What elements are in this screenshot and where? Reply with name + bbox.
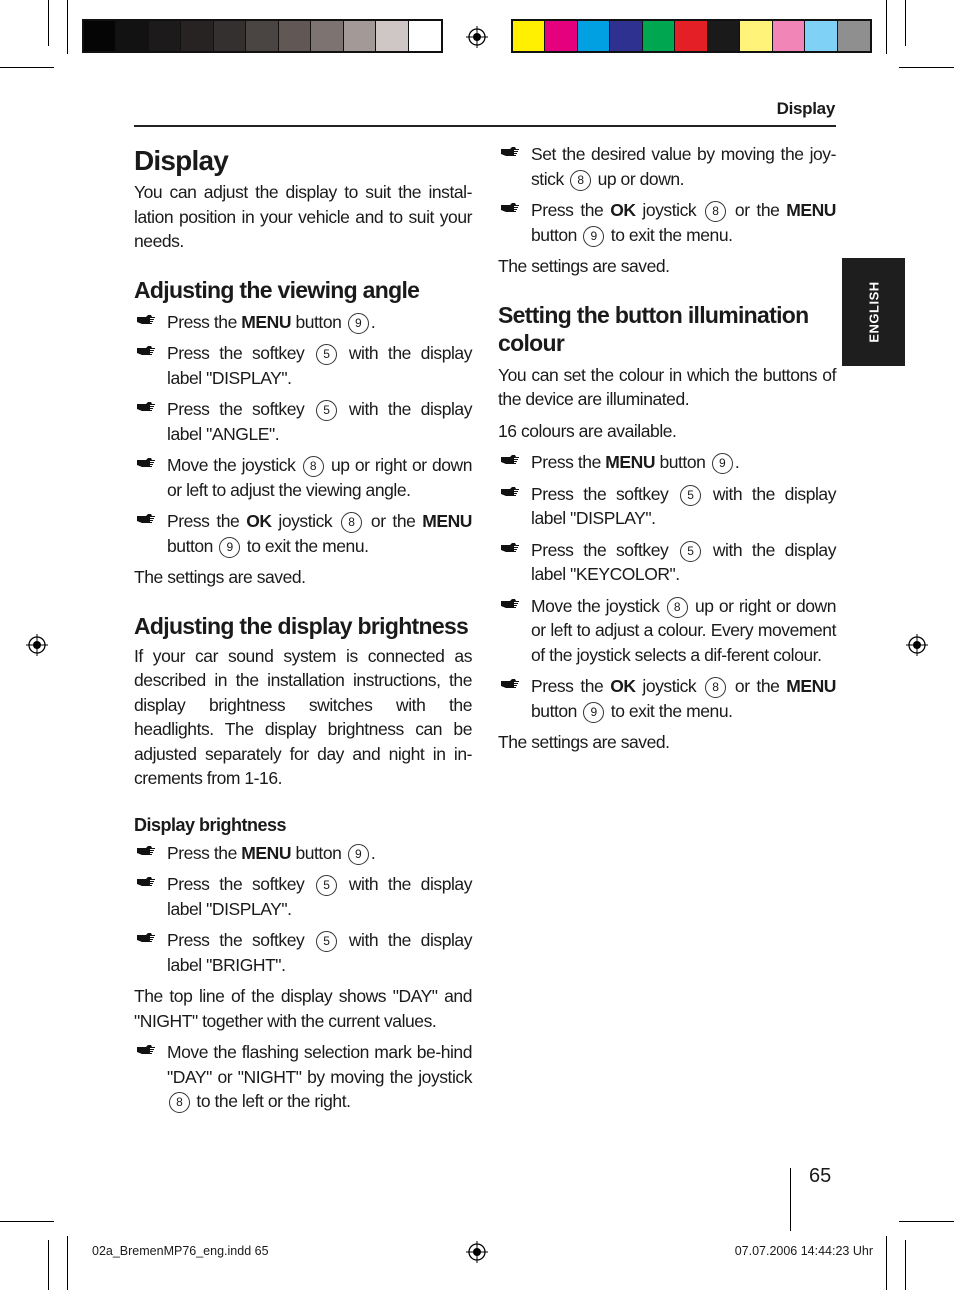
item-text: . [370, 842, 376, 863]
pointing-hand-icon [136, 313, 156, 326]
list-item [134, 509, 472, 558]
key-number-badge: 5 [316, 875, 337, 896]
pointing-hand-icon [500, 145, 520, 158]
language-tab-label: ENGLISH [866, 281, 881, 343]
key-number-badge: 8 [705, 677, 726, 698]
list-item [498, 450, 836, 475]
right-column [498, 142, 836, 755]
item-text: Press the [167, 511, 247, 531]
key-number-badge: 8 [341, 512, 362, 533]
item-text: up or down. [593, 168, 685, 189]
list-item [134, 872, 472, 921]
menu-label: MENU [241, 311, 292, 332]
item-text: Press the [531, 452, 606, 472]
crop-mark [48, 1240, 49, 1290]
color-swatch [376, 21, 408, 51]
list-item [134, 1040, 472, 1114]
menu-label: MENU [422, 511, 472, 531]
color-swatch [643, 21, 675, 51]
header-rule [134, 125, 836, 127]
menu-label: MENU [241, 842, 292, 863]
color-swatch [84, 21, 116, 51]
page-title: Display [134, 145, 228, 176]
color-swatch [838, 21, 870, 51]
item-text: to the left or the right. [192, 1091, 351, 1111]
color-swatch [409, 21, 441, 51]
item-text: Press the softkey [167, 399, 315, 419]
brightness-paragraph: If your car sound system is connected as described in the installation instructions, the display brightness switches with the headlights. The display brightness can be adjusted separately for day and night in in-crements from 1-16. [134, 645, 472, 788]
item-text: Set the desired value by moving the joy-stick [531, 144, 836, 189]
item-text: or the [728, 676, 787, 696]
slug-date: 07.07.2006 14:44:23 Uhr [734, 1244, 873, 1258]
key-number-badge: 8 [570, 170, 591, 191]
item-text: Press the [167, 311, 242, 332]
settings-saved-text: The settings are saved. [498, 256, 670, 276]
item-text: Move the joystick [531, 595, 665, 616]
crop-mark [67, 0, 68, 54]
registration-mark-icon [466, 26, 488, 48]
item-text: up or right or down or left to adjust a colour. Every movement of the joystick selects a dif-ferent colour. [531, 595, 836, 665]
slug-filename: 02a_BremenMP76_eng.indd 65 [92, 1244, 269, 1258]
item-text: or the [728, 200, 787, 220]
pointing-hand-icon [500, 597, 520, 610]
registration-mark-icon [466, 1241, 488, 1263]
item-text: to exit the menu. [242, 535, 369, 556]
color-swatch [708, 21, 740, 51]
subheading-display-brightness: Display brightness [134, 814, 287, 835]
ok-label: OK [610, 676, 636, 696]
settings-saved-text: The settings are saved. [498, 732, 670, 752]
list-item [134, 310, 472, 335]
ok-label: OK [246, 511, 272, 531]
pointing-hand-icon [136, 512, 156, 525]
crop-mark [905, 0, 906, 46]
color-swatch [773, 21, 805, 51]
section-heading-brightness: Adjusting the display brightness [134, 612, 469, 639]
item-text: Press the softkey [167, 874, 315, 894]
language-tab [842, 258, 905, 366]
brightness-note: The top line of the display shows "DAY" and "NIGHT" together with the current values. [134, 986, 472, 1031]
item-text: button [655, 452, 710, 472]
item-text: Press the softkey [167, 930, 315, 950]
list-item [498, 594, 836, 668]
key-number-badge: 9 [712, 453, 733, 474]
list-item [498, 142, 836, 191]
registration-mark-icon [906, 634, 928, 656]
item-text: Press the softkey [531, 539, 679, 560]
color-swatch [116, 21, 148, 51]
item-text: button [167, 535, 218, 556]
item-text: with the display label "BRIGHT". [167, 930, 472, 975]
item-text: with the display label "DISPLAY". [167, 874, 472, 919]
pointing-hand-icon [136, 875, 156, 888]
key-number-badge: 9 [583, 702, 604, 723]
key-number-badge: 5 [316, 344, 337, 365]
pointing-hand-icon [500, 485, 520, 498]
item-text: button [291, 842, 346, 863]
crop-mark [67, 1236, 68, 1290]
key-number-badge: 9 [219, 537, 240, 558]
item-text: with the display label "KEYCOLOR". [531, 539, 836, 584]
color-swatch [311, 21, 343, 51]
item-text: up or right or down or left to adjust the viewing angle. [167, 455, 472, 500]
illumination-paragraph: You can set the colour in which the buttons of the device are illuminated. [498, 364, 836, 409]
item-text: Press the [531, 200, 611, 220]
pointing-hand-icon [136, 456, 156, 469]
item-text: with the display label "DISPLAY". [167, 343, 472, 388]
list-item [134, 453, 472, 502]
crop-mark [886, 0, 887, 54]
color-swatch [149, 21, 181, 51]
colours-available-text: 16 colours are available. [498, 420, 677, 441]
color-swatch [246, 21, 278, 51]
registration-mark-icon [26, 634, 48, 656]
pointing-hand-icon [500, 541, 520, 554]
key-number-badge: 5 [316, 400, 337, 421]
key-number-badge: 8 [169, 1092, 190, 1113]
item-text: Press the softkey [167, 343, 315, 363]
color-swatch [675, 21, 707, 51]
list-item [498, 674, 836, 723]
list-item [498, 482, 836, 531]
pointing-hand-icon [136, 844, 156, 857]
list-item [498, 538, 836, 587]
color-swatch [344, 21, 376, 51]
crop-mark [0, 1221, 54, 1222]
key-number-badge: 5 [316, 931, 337, 952]
color-swatch [740, 21, 772, 51]
pointing-hand-icon [136, 344, 156, 357]
item-text: . [734, 452, 740, 472]
item-text: joystick [271, 511, 340, 531]
pointing-hand-icon [500, 453, 520, 466]
list-item [134, 841, 472, 866]
item-text: . [370, 311, 376, 332]
crop-mark [905, 1240, 906, 1290]
item-text: to exit the menu. [606, 224, 733, 245]
key-number-badge: 9 [348, 313, 369, 334]
item-text: Move the joystick [167, 455, 301, 475]
pointing-hand-icon [136, 931, 156, 944]
key-number-badge: 5 [680, 541, 701, 562]
key-number-badge: 8 [705, 201, 726, 222]
pointing-hand-icon [500, 677, 520, 690]
item-text: button [531, 224, 582, 245]
crop-mark [899, 1221, 954, 1222]
item-text: button [291, 311, 346, 332]
list-item [134, 928, 472, 977]
section-heading-illumination: Setting the button illumination colour [498, 301, 809, 356]
color-swatch [214, 21, 246, 51]
section-heading-viewing-angle: Adjusting the viewing angle [134, 276, 420, 303]
item-text: to exit the menu. [606, 700, 733, 721]
ok-label: OK [610, 200, 636, 220]
item-text: button [531, 700, 582, 721]
key-number-badge: 8 [303, 456, 324, 477]
process-color-bar [511, 19, 872, 53]
pointing-hand-icon [136, 400, 156, 413]
color-swatch [279, 21, 311, 51]
key-number-badge: 5 [680, 485, 701, 506]
item-text: joystick [635, 676, 704, 696]
settings-saved-text: The settings are saved. [134, 567, 306, 587]
list-item [134, 397, 472, 446]
color-swatch [578, 21, 610, 51]
list-item [134, 341, 472, 390]
crop-mark [886, 1236, 887, 1290]
key-number-badge: 9 [583, 226, 604, 247]
color-swatch [181, 21, 213, 51]
key-number-badge: 9 [348, 844, 369, 865]
color-swatch [545, 21, 577, 51]
pointing-hand-icon [500, 201, 520, 214]
item-text: Press the softkey [531, 483, 679, 504]
grayscale-color-bar [82, 19, 443, 53]
item-text: with the display label "DISPLAY". [531, 483, 836, 528]
menu-label: MENU [605, 452, 656, 472]
item-text: Press the [167, 842, 242, 863]
menu-label: MENU [786, 200, 836, 220]
item-text: Move the flashing selection mark be-hind "DAY" or "NIGHT" by moving the joystick [167, 1042, 472, 1087]
item-text: or the [364, 511, 423, 531]
item-text: joystick [635, 200, 704, 220]
running-head: Display [776, 99, 835, 118]
key-number-badge: 8 [667, 597, 688, 618]
item-text: with the display label "ANGLE". [167, 399, 472, 444]
intro-paragraph: You can adjust the display to suit the instal-lation position in your vehicle and to suit your needs. [134, 182, 472, 251]
list-item [498, 198, 836, 247]
crop-mark [48, 0, 49, 46]
color-swatch [610, 21, 642, 51]
pointing-hand-icon [136, 1043, 156, 1056]
crop-mark [0, 67, 54, 68]
left-column [134, 140, 472, 1114]
color-swatch [513, 21, 545, 51]
item-text: Press the [531, 676, 611, 696]
page-number: 65 [809, 1165, 832, 1187]
page-number-rule [790, 1168, 791, 1231]
color-swatch [805, 21, 837, 51]
menu-label: MENU [786, 676, 836, 696]
crop-mark [899, 67, 954, 68]
